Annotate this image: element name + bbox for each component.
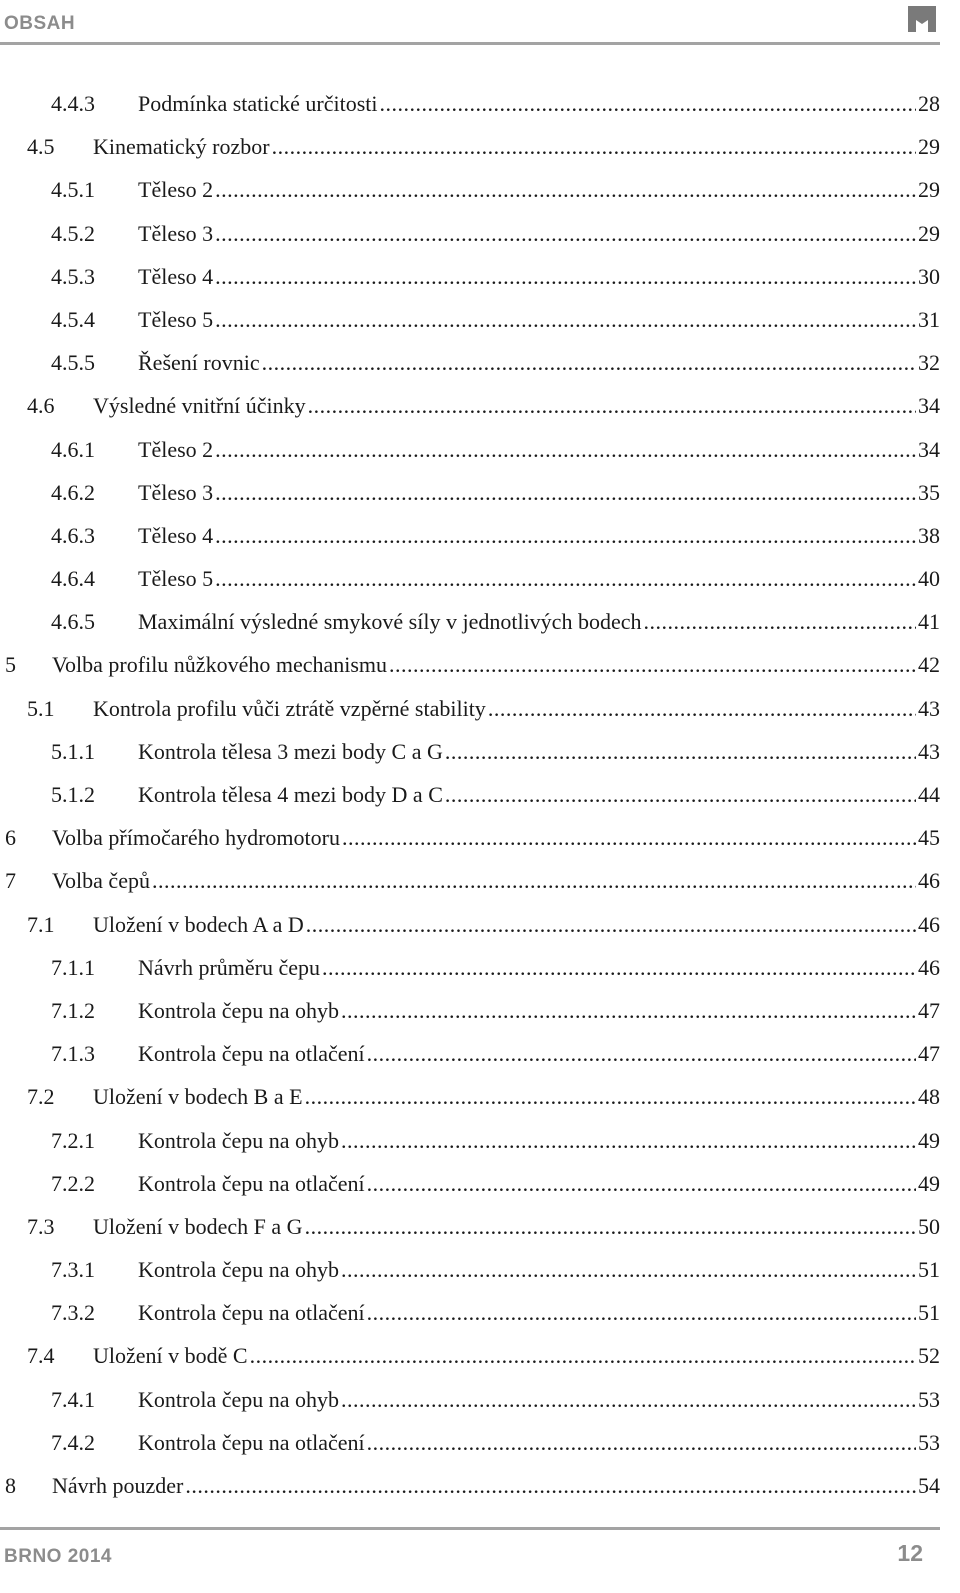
footer-page-number: 12 [897,1540,923,1566]
toc-entry-page: 29 [918,220,940,246]
toc-entry-page: 47 [918,1041,940,1067]
toc-entry-number: 7.3.2 [51,1300,95,1326]
toc-entry[interactable] [0,730,940,773]
toc-dot-leader [308,384,916,427]
toc-entry-title: Výsledné vnitřní účinky [93,393,306,419]
toc-entry-line [138,989,940,1032]
toc-dot-leader [643,600,916,643]
toc-entry-page: 48 [918,1084,940,1110]
toc-dot-leader [215,298,916,341]
university-logo-icon [906,4,938,34]
toc-dot-leader [342,816,916,859]
toc-entry[interactable] [0,946,940,989]
toc-entry-line [52,643,940,686]
toc-dot-leader [185,1464,916,1507]
toc-entry[interactable] [0,82,940,125]
toc-entry-line [138,1378,940,1421]
toc-entry-number: 6 [5,825,16,851]
toc-entry-number: 4.5.5 [51,350,95,376]
toc-entry-title: Kontrola čepu na otlačení [138,1041,365,1067]
toc-entry-title: Uložení v bodech F a G [93,1213,303,1239]
toc-entry-number: 7.1.3 [51,1041,95,1067]
toc-entry[interactable] [0,168,940,211]
toc-dot-leader [341,1248,916,1291]
toc-entry-line [138,946,940,989]
toc-entry[interactable] [0,859,940,902]
toc-entry-line [138,1421,940,1464]
toc-entry-title: Kontrola profilu vůči ztrátě vzpěrné stability [93,695,486,721]
toc-entry-line [52,859,940,902]
toc-entry-title: Těleso 2 [138,177,214,203]
toc-entry-title: Těleso 3 [138,220,214,246]
toc-entry-title: Řešení rovnic [138,350,260,376]
toc-entry-number: 4.5.1 [51,177,95,203]
toc-entry-line [138,1291,940,1334]
toc-entry-line [138,1119,940,1162]
toc-dot-leader [215,471,916,514]
toc-entry-title: Volba profilu nůžkového mechanismu [52,652,388,678]
header-rule [0,42,940,45]
toc-entry-number: 4.5.3 [51,263,95,289]
toc-entry-title: Uložení v bodech A a D [93,911,304,937]
toc-entry[interactable] [0,989,940,1032]
toc-dot-leader [215,212,916,255]
toc-entry-line [138,1162,940,1205]
toc-entry-page: 46 [918,911,940,937]
page-header [0,0,960,48]
toc-entry-line [138,730,940,773]
toc-entry-page: 41 [918,609,940,635]
toc-entry[interactable] [0,514,940,557]
toc-entry-line [138,341,940,384]
toc-entry-line [52,816,940,859]
toc-dot-leader [215,557,916,600]
toc-entry-number: 4.6.4 [51,566,95,592]
toc-dot-leader [215,255,916,298]
toc-entry-line [93,1205,940,1248]
toc-entry-page: 49 [918,1127,940,1153]
toc-entry[interactable] [0,1248,940,1291]
toc-entry[interactable] [0,428,940,471]
toc-entry-page: 49 [918,1170,940,1196]
toc-entry[interactable] [0,298,940,341]
toc-entry-line [138,514,940,557]
toc-dot-leader [367,1421,916,1464]
toc-entry-number: 7 [5,868,16,894]
toc-entry-line [138,82,940,125]
toc-entry-page: 30 [918,263,940,289]
toc-entry-number: 7.4.2 [51,1429,95,1455]
toc-entry-page: 54 [918,1473,940,1498]
toc-dot-leader [215,428,916,471]
toc-entry-page: 51 [918,1300,940,1326]
toc-entry-number: 7.3.1 [51,1257,95,1283]
toc-entry[interactable] [0,1421,940,1464]
toc-dot-leader [488,687,916,730]
toc-entry-number: 4.5.2 [51,220,95,246]
header-title: OBSAH [4,13,76,34]
toc-entry-title: Kontrola tělesa 4 mezi body D a C [138,782,443,807]
toc-entry[interactable] [0,773,940,816]
toc-entry-number: 4.6.5 [51,609,95,635]
toc-entry-number: 7.1.1 [51,954,95,980]
toc-entry-title: Maximální výsledné smykové síly v jednotlivých bodech [138,609,642,635]
toc-entry-page: 40 [918,566,940,592]
toc-entry-number: 7.1 [27,911,55,937]
toc-entry[interactable] [0,600,940,643]
toc-entry[interactable] [0,471,940,514]
toc-dot-leader [341,1119,916,1162]
toc-entry-title: Kontrola tělesa 3 mezi body C a G [138,738,443,764]
toc-entry[interactable] [0,1291,940,1334]
toc-dot-leader [305,1075,916,1118]
toc-entry-line [138,1248,940,1291]
toc-dot-leader [152,859,916,902]
toc-entry-title: Těleso 5 [138,306,214,332]
toc-entry-number: 4.6.3 [51,522,95,548]
toc-entry-number: 7.3 [27,1213,55,1239]
toc-entry-line [93,125,940,168]
toc-entry-number: 8 [5,1473,16,1498]
toc-dot-leader [445,773,916,816]
toc-entry-line [93,687,940,730]
toc-entry-number: 7.4 [27,1343,55,1369]
toc-entry[interactable] [0,1119,940,1162]
toc-entry-page: 29 [918,177,940,203]
toc-entry[interactable] [0,125,940,168]
toc-entry-number: 4.4.3 [51,91,95,116]
toc-entry-line [93,384,940,427]
toc-entry-number: 7.2 [27,1084,55,1110]
toc-dot-leader [389,643,916,686]
toc-entry-page: 28 [918,91,940,116]
toc-entry-number: 5.1 [27,695,55,721]
toc-entry-line [138,428,940,471]
toc-entry-title: Volba čepů [52,868,150,894]
toc-entry[interactable] [0,255,940,298]
toc-entry-title: Těleso 4 [138,263,214,289]
toc-entry-page: 50 [918,1213,940,1239]
toc-entry-line [93,903,940,946]
toc-entry-title: Uložení v bodě C [93,1343,248,1369]
toc-entry-number: 4.6.2 [51,479,95,505]
toc-entry-number: 4.6.1 [51,436,95,462]
toc-dot-leader [250,1334,916,1377]
toc-entry[interactable] [0,903,940,946]
toc-entry-title: Těleso 3 [138,479,214,505]
toc-entry-page: 35 [918,479,940,505]
toc-entry-number: 4.6 [27,393,55,419]
toc-entry-number: 7.4.1 [51,1386,95,1412]
toc-entry[interactable] [0,1032,940,1075]
toc-dot-leader [380,82,916,125]
toc-entry-line [138,471,940,514]
toc-dot-leader [272,125,916,168]
toc-dot-leader [367,1032,916,1075]
toc-entry-page: 42 [918,652,940,678]
toc-dot-leader [262,341,916,384]
toc-entry-title: Návrh průměru čepu [138,954,321,980]
toc-entry-number: 5.1.1 [51,738,95,764]
toc-entry[interactable] [0,384,940,427]
toc-entry-page: 29 [918,134,940,160]
toc-entry-title: Kinematický rozbor [93,134,270,160]
toc-entry-title: Kontrola čepu na ohyb [138,1386,339,1412]
toc-entry-title: Kontrola čepu na ohyb [138,997,339,1023]
toc-entry-line [93,1334,940,1377]
toc-entry-line [138,600,940,643]
toc-entry-title: Podmínka statické určitosti [138,91,378,116]
toc-entry-title: Kontrola čepu na ohyb [138,1257,339,1283]
toc-entry-number: 5.1.2 [51,782,95,807]
toc-entry-line [93,1075,940,1118]
toc-entry-page: 43 [918,695,940,721]
toc-entry-title: Uložení v bodech B a E [93,1084,303,1110]
toc-entry[interactable] [0,341,940,384]
toc-entry-line [52,1464,940,1507]
toc-entry-line [138,557,940,600]
footer-rule [0,1527,940,1530]
toc-entry-number: 4.5.4 [51,306,95,332]
toc-entry-page: 53 [918,1429,940,1455]
toc-dot-leader [341,1378,916,1421]
toc-entry-line [138,255,940,298]
toc-entry-title: Kontrola čepu na otlačení [138,1429,365,1455]
toc-entry-title: Těleso 2 [138,436,214,462]
toc-entry-title: Kontrola čepu na ohyb [138,1127,339,1153]
toc-entry[interactable] [0,557,940,600]
toc-entry-line [138,298,940,341]
toc-dot-leader [367,1162,916,1205]
toc-entry-title: Návrh pouzder [52,1473,184,1498]
toc-dot-leader [341,989,916,1032]
toc-entry-title: Těleso 4 [138,522,214,548]
toc-entry-page: 31 [918,306,940,332]
toc-entry[interactable] [0,816,940,859]
toc-entry[interactable] [0,1334,940,1377]
toc-entry-number: 7.2.2 [51,1170,95,1196]
toc-entry-page: 46 [918,954,940,980]
toc-entry[interactable] [0,1464,940,1507]
toc-dot-leader [215,168,916,211]
toc-entry-number: 7.1.2 [51,997,95,1023]
toc-dot-leader [445,730,916,773]
toc-entry-line [138,1032,940,1075]
toc-entry-page: 52 [918,1343,940,1369]
toc-entry-number: 4.5 [27,134,55,160]
toc-entry[interactable] [0,1162,940,1205]
toc-entry[interactable] [0,1075,940,1118]
toc-entry-page: 53 [918,1386,940,1412]
toc-entry-page: 34 [918,393,940,419]
toc-entry-page: 34 [918,436,940,462]
toc-dot-leader [306,903,916,946]
toc-entry[interactable] [0,1378,940,1421]
toc-entry-number: 5 [5,652,16,678]
toc-entry-title: Kontrola čepu na otlačení [138,1170,365,1196]
toc-dot-leader [215,514,916,557]
table-of-contents [0,82,940,1507]
toc-entry-line [138,212,940,255]
toc-entry-page: 45 [918,825,940,851]
toc-dot-leader [367,1291,916,1334]
toc-entry-title: Kontrola čepu na otlačení [138,1300,365,1326]
toc-entry[interactable] [0,1205,940,1248]
toc-entry-page: 46 [918,868,940,894]
toc-entry[interactable] [0,687,940,730]
toc-entry-page: 44 [918,782,940,807]
toc-entry-number: 7.2.1 [51,1127,95,1153]
toc-entry-page: 47 [918,997,940,1023]
toc-entry-title: Volba přímočarého hydromotoru [52,825,340,851]
toc-dot-leader [305,1205,916,1248]
toc-dot-leader [322,946,916,989]
toc-entry-page: 51 [918,1257,940,1283]
toc-entry-line [138,168,940,211]
toc-entry-page: 32 [918,350,940,376]
toc-entry[interactable] [0,643,940,686]
toc-entry-title: Těleso 5 [138,566,214,592]
toc-entry-page: 38 [918,522,940,548]
toc-entry-page: 43 [918,738,940,764]
toc-entry[interactable] [0,212,940,255]
toc-entry-line [138,773,940,816]
footer-location-year: BRNO 2014 [4,1546,112,1567]
